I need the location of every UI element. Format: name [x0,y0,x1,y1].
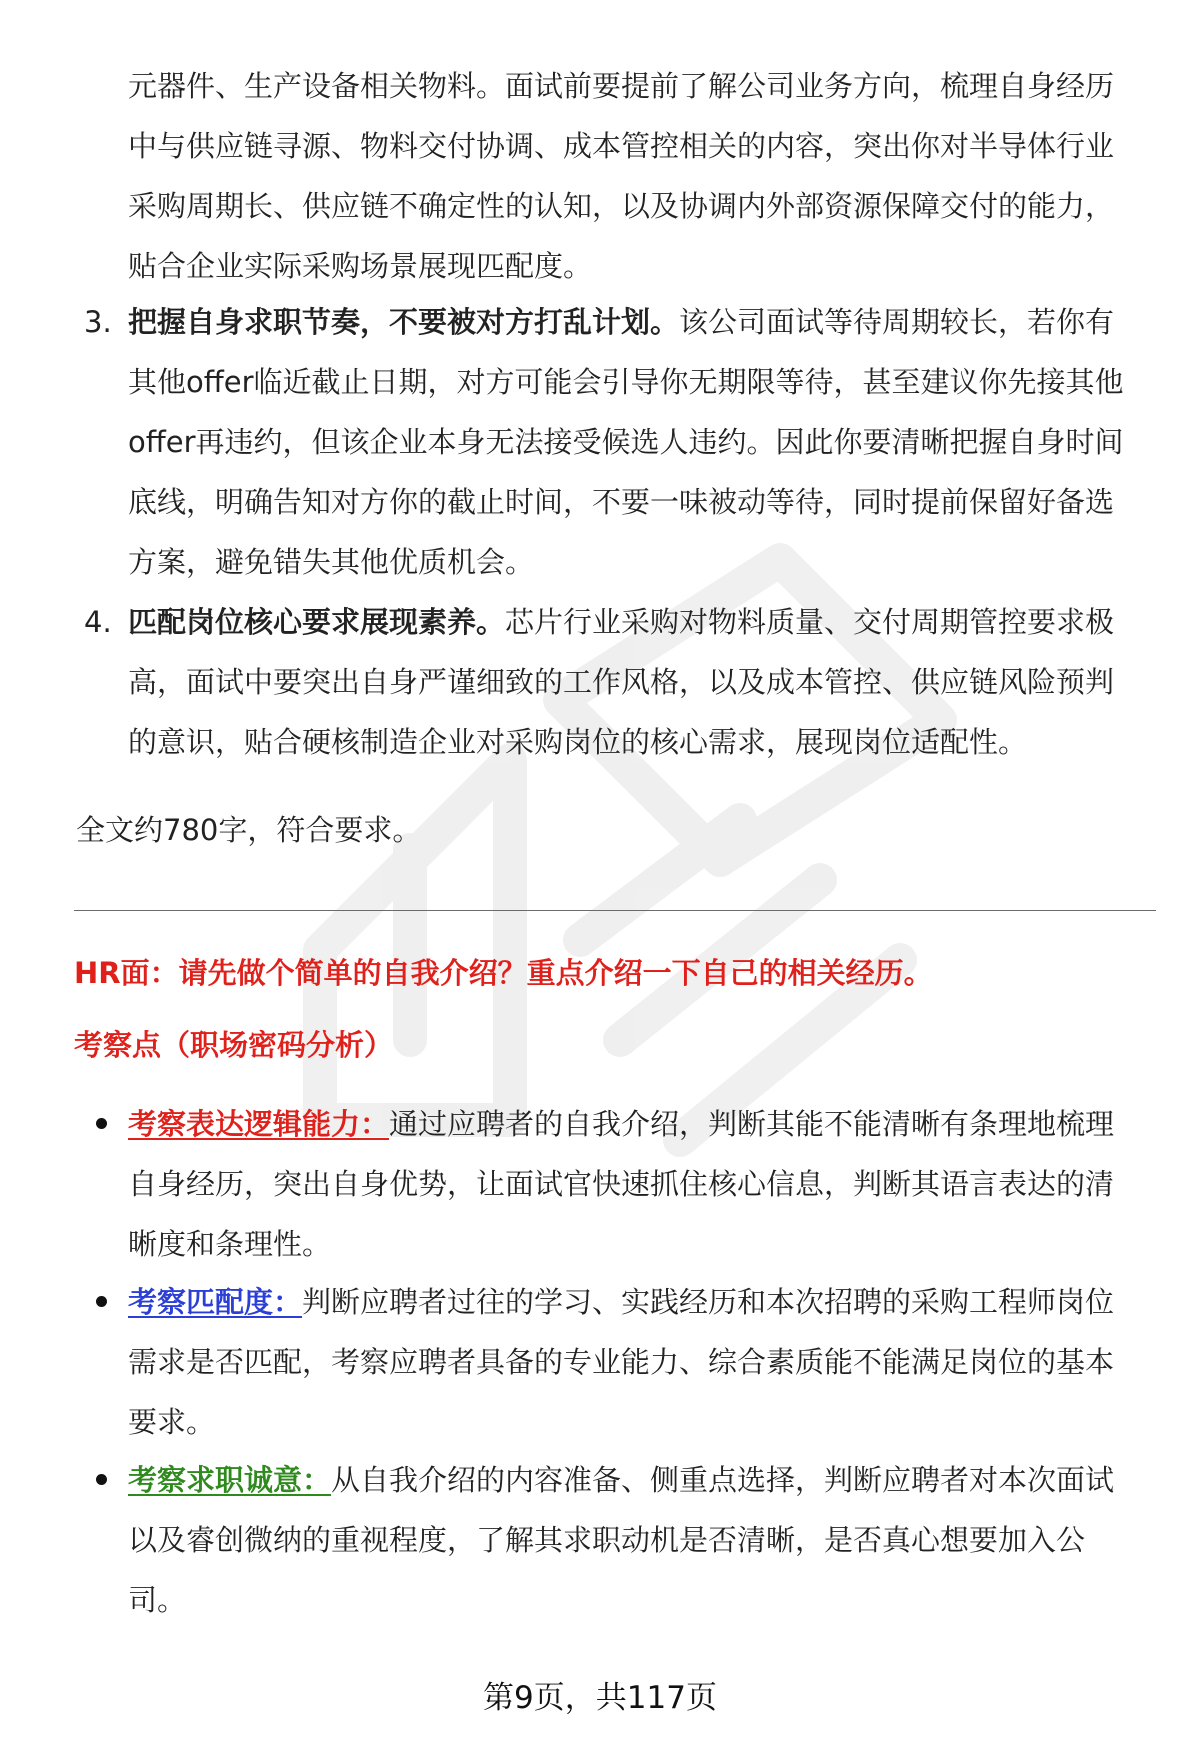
interview-question: HR面：请先做个简单的自我介绍？重点介绍一下自己的相关经历。 [74,956,933,990]
list-item-title: 把握自身求职节奏，不要被对方打乱计划。 [128,305,680,339]
text-segment: 芯片行业采购对物料质量、交付周期管控要求极 [505,605,1115,639]
text-line: 晰度和条理性。 [128,1227,332,1261]
text-line: 司。 [128,1583,187,1617]
list-item-title: 匹配岗位核心要求展现素养。 [128,605,506,639]
text-line: offer再违约，但该企业本身无法接受候选人违约。因此你要清晰把握自身时间 [128,425,1124,459]
list-number: 4. [84,605,112,639]
text-line: 采购周期长、供应链不确定性的认知，以及协调内外部资源保障交付的能力， [128,189,1115,223]
bullet-dot [96,1296,107,1307]
text-line: 自身经历，突出自身优势，让面试官快速抓住核心信息，判断其语言表达的清 [128,1167,1115,1201]
section-divider [74,910,1156,911]
list-number: 3. [84,305,112,339]
page-number: 第9页，共117页 [483,1680,717,1716]
text-line: 需求是否匹配，考察应聘者具备的专业能力、综合素质能不能满足岗位的基本 [128,1345,1115,1379]
text-line: 中与供应链寻源、物料交付协调、成本管控相关的内容，突出你对半导体行业 [128,129,1115,163]
bullet-dot [96,1118,107,1129]
text-line: 其他offer临近截止日期，对方可能会引导你无期限等待，甚至建议你先接其他 [128,365,1124,399]
text-line: 要求。 [128,1405,216,1439]
text-segment: 判断应聘者过往的学习、实践经历和本次招聘的采购工程师岗位 [302,1285,1115,1319]
continued-paragraph [128,56,1148,296]
bullet-keyword: 考察匹配度： [128,1285,303,1319]
section-title: 考察点（职场密码分析） [74,1028,394,1062]
text-line: 高，面试中要突出自身严谨细致的工作风格，以及成本管控、供应链风险预判 [128,665,1115,699]
text-line: 的意识，贴合硬核制造企业对采购岗位的核心需求，展现岗位适配性。 [128,725,1028,759]
text-line: 元器件、生产设备相关物料。面试前要提前了解公司业务方向，梳理自身经历 [128,69,1115,103]
text-segment: 通过应聘者的自我介绍，判断其能不能清晰有条理地梳理 [389,1107,1115,1141]
bullet-dot [96,1474,107,1485]
text-line: 以及睿创微纳的重视程度，了解其求职动机是否清晰，是否真心想要加入公 [128,1523,1086,1557]
text-segment: 该公司面试等待周期较长，若你有 [679,305,1115,339]
text-line: 方案，避免错失其他优质机会。 [128,545,535,579]
text-line: 底线，明确告知对方你的截止时间，不要一味被动等待，同时提前保留好备选 [128,485,1115,519]
bullet-keyword: 考察求职诚意： [128,1463,332,1497]
summary-text: 全文约780字，符合要求。 [76,813,422,847]
bullet-keyword: 考察表达逻辑能力： [128,1107,390,1141]
text-segment: 从自我介绍的内容准备、侧重点选择，判断应聘者对本次面试 [331,1463,1115,1497]
text-line: 贴合企业实际采购场景展现匹配度。 [128,249,593,283]
